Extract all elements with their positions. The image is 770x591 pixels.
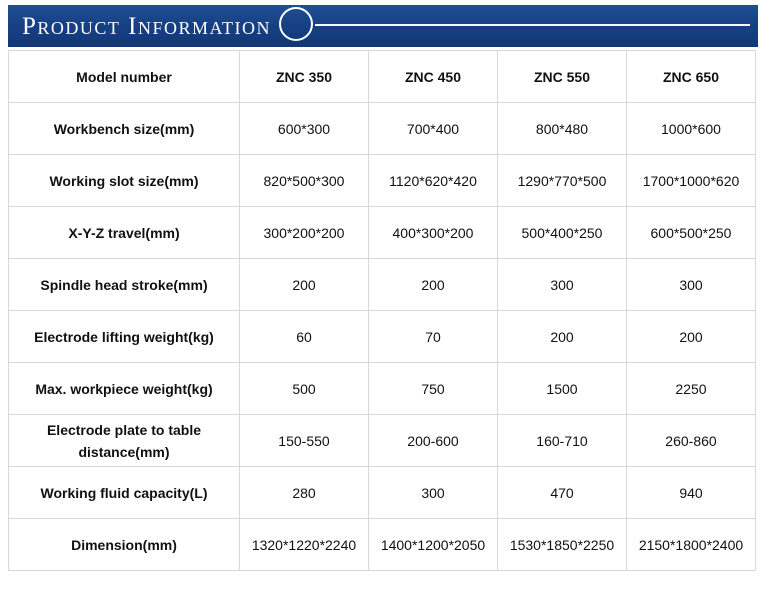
value-cell: 280 — [240, 467, 369, 519]
section-banner — [8, 5, 758, 47]
value-cell: 2250 — [627, 363, 756, 415]
value-cell: 200 — [240, 259, 369, 311]
value-cell: 600*500*250 — [627, 207, 756, 259]
value-cell: 160-710 — [498, 415, 627, 467]
model-header-cell: ZNC 450 — [369, 51, 498, 103]
table-header-row — [9, 51, 756, 103]
value-cell: 500 — [240, 363, 369, 415]
value-cell: 60 — [240, 311, 369, 363]
row-label-cell: Dimension(mm) — [9, 519, 240, 571]
row-label-cell: Working fluid capacity(L) — [9, 467, 240, 519]
value-cell: 500*400*250 — [498, 207, 627, 259]
value-cell: 1290*770*500 — [498, 155, 627, 207]
table-row — [9, 363, 756, 415]
value-cell: 200 — [369, 259, 498, 311]
value-cell: 940 — [627, 467, 756, 519]
value-cell: 200-600 — [369, 415, 498, 467]
row-label-cell: X-Y-Z travel(mm) — [9, 207, 240, 259]
value-cell: 750 — [369, 363, 498, 415]
product-spec-table — [8, 50, 756, 571]
row-label-cell: Spindle head stroke(mm) — [9, 259, 240, 311]
value-cell: 300 — [369, 467, 498, 519]
model-header-cell: ZNC 550 — [498, 51, 627, 103]
table-row — [9, 311, 756, 363]
value-cell: 1320*1220*2240 — [240, 519, 369, 571]
value-cell: 1500 — [498, 363, 627, 415]
table-row — [9, 415, 756, 467]
value-cell: 300 — [498, 259, 627, 311]
banner-divider-line — [315, 24, 750, 26]
value-cell: 300*200*200 — [240, 207, 369, 259]
table-row — [9, 259, 756, 311]
value-cell: 400*300*200 — [369, 207, 498, 259]
value-cell: 260-860 — [627, 415, 756, 467]
value-cell: 1400*1200*2050 — [369, 519, 498, 571]
value-cell: 800*480 — [498, 103, 627, 155]
table-row — [9, 207, 756, 259]
value-cell: 1000*600 — [627, 103, 756, 155]
value-cell: 70 — [369, 311, 498, 363]
row-label-cell: Max. workpiece weight(kg) — [9, 363, 240, 415]
banner-ring-ornament — [279, 7, 313, 41]
value-cell: 600*300 — [240, 103, 369, 155]
value-cell: 1120*620*420 — [369, 155, 498, 207]
value-cell: 1700*1000*620 — [627, 155, 756, 207]
model-header-cell: ZNC 650 — [627, 51, 756, 103]
value-cell: 1530*1850*2250 — [498, 519, 627, 571]
row-label-cell: Working slot size(mm) — [9, 155, 240, 207]
table-row — [9, 155, 756, 207]
banner-title: Product Information — [22, 13, 271, 40]
table-row — [9, 103, 756, 155]
table-row — [9, 519, 756, 571]
row-label-cell: Workbench size(mm) — [9, 103, 240, 155]
value-cell: 200 — [627, 311, 756, 363]
value-cell: 700*400 — [369, 103, 498, 155]
value-cell: 470 — [498, 467, 627, 519]
value-cell: 200 — [498, 311, 627, 363]
row-label-cell: Electrode lifting weight(kg) — [9, 311, 240, 363]
value-cell: 2150*1800*2400 — [627, 519, 756, 571]
table-row — [9, 467, 756, 519]
value-cell: 150-550 — [240, 415, 369, 467]
value-cell: 820*500*300 — [240, 155, 369, 207]
row-label-cell: Electrode plate to table distance(mm) — [9, 415, 240, 467]
value-cell: 300 — [627, 259, 756, 311]
header-label-cell: Model number — [9, 51, 240, 103]
model-header-cell: ZNC 350 — [240, 51, 369, 103]
